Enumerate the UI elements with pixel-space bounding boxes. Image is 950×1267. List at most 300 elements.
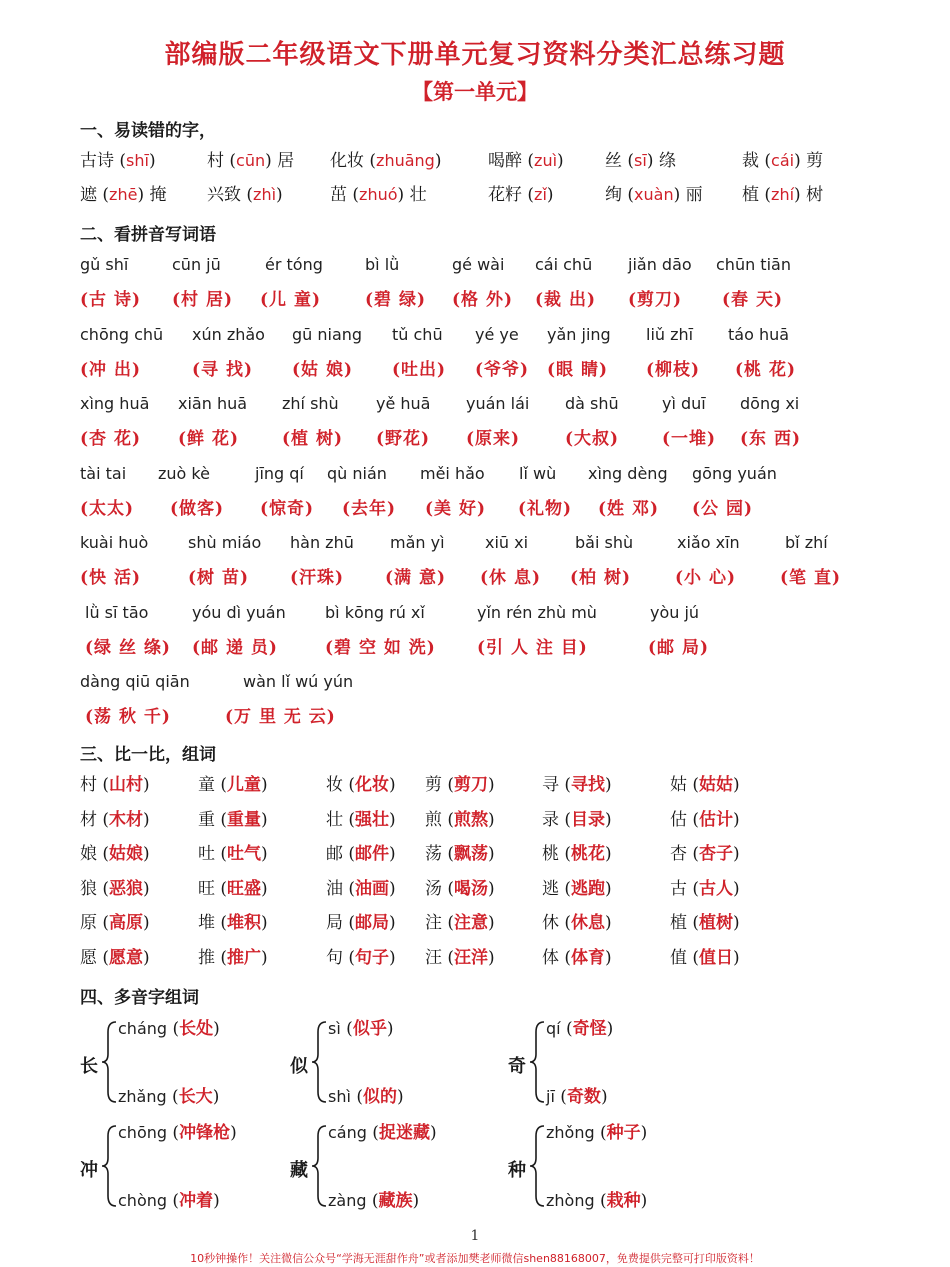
formed-word: 句子 xyxy=(355,947,390,968)
page-number: 1 xyxy=(470,1228,480,1244)
formed-word: 剪刀 xyxy=(454,775,489,795)
answer-word: (引 人 注 目) xyxy=(477,637,588,658)
paren-open: ( xyxy=(167,1191,180,1211)
base-char: 重 xyxy=(198,809,215,830)
compare-pair xyxy=(425,874,495,904)
paren-open: ( xyxy=(97,185,110,205)
pinyin-prompt: bǎi shù xyxy=(575,533,634,552)
paren-close: ) xyxy=(261,775,268,795)
base-char: 原 xyxy=(80,913,97,933)
compare-row xyxy=(80,908,870,938)
answer-word: (美 好) xyxy=(425,498,487,519)
formed-word: 旺盛 xyxy=(227,878,262,899)
word-text: 喝醉 xyxy=(488,151,522,171)
formed-word: 儿童 xyxy=(227,775,262,795)
paren-close: ) xyxy=(265,151,278,171)
compare-pair xyxy=(425,943,495,973)
pinyin-prompt: xiǎo xīn xyxy=(677,533,740,552)
word-with-pinyin xyxy=(605,180,703,210)
paren-open: ( xyxy=(759,151,772,171)
pinyin-row xyxy=(80,389,870,419)
paren-close: ) xyxy=(605,844,612,864)
answer-word: (儿 童) xyxy=(260,290,322,310)
compare-pair xyxy=(326,908,396,938)
compare-pair xyxy=(326,839,396,869)
word-with-pinyin xyxy=(80,146,156,176)
formed-word: 值日 xyxy=(699,947,734,968)
pinyin-row xyxy=(80,667,870,697)
pinyin-prompt: tǔ chū xyxy=(392,324,443,344)
paren-close: ) xyxy=(434,151,442,171)
base-char: 姑 xyxy=(670,775,687,795)
base-char: 村 xyxy=(80,775,97,795)
polyphonic-group xyxy=(80,1118,290,1228)
paren-open: ( xyxy=(442,775,455,795)
curly-brace-icon xyxy=(528,1118,546,1214)
reading xyxy=(546,1118,647,1143)
pinyin-prompt: dàng qiū qiān xyxy=(80,672,190,691)
compare-pair xyxy=(198,770,268,800)
base-char: 娘 xyxy=(80,844,97,864)
pinyin-row xyxy=(80,320,870,350)
reading-word: 长大 xyxy=(178,1087,213,1107)
reading-pinyin: shì xyxy=(328,1087,351,1106)
base-char: 值 xyxy=(670,947,687,968)
reading-word: 冲着 xyxy=(179,1191,214,1211)
answer-word: (爷爷) xyxy=(475,359,530,380)
word-text: 花籽 xyxy=(488,185,522,205)
pinyin-prompt: lǜ sī tāo xyxy=(85,602,149,622)
word-text: 剪 xyxy=(806,151,824,171)
answer-word: (惊奇) xyxy=(260,498,315,519)
answer-word: (鲜 花) xyxy=(178,429,240,449)
reading-word: 奇数 xyxy=(566,1087,601,1107)
word-with-pinyin xyxy=(330,180,427,210)
paren-close: ) xyxy=(794,151,807,171)
pinyin-prompt: kuài huò xyxy=(80,533,149,552)
formed-word: 愿意 xyxy=(109,947,144,968)
pinyin-prompt: zhí shù xyxy=(282,394,339,413)
pinyin-prompt: hàn zhū xyxy=(290,533,354,552)
pinyin-prompt: qù nián xyxy=(327,463,387,483)
paren-close: ) xyxy=(733,947,740,968)
paren-open: ( xyxy=(97,913,110,933)
paren-open: ( xyxy=(166,1087,179,1107)
paren-open: ( xyxy=(215,913,228,933)
paren-open: ( xyxy=(97,775,110,795)
answer-word: (村 居) xyxy=(172,290,234,310)
pinyin-prompt: wàn lǐ wú yún xyxy=(243,672,354,691)
paren-close: ) xyxy=(143,775,150,795)
word-text: 古诗 xyxy=(80,151,114,171)
formed-word: 桃花 xyxy=(571,844,606,864)
paren-close: ) xyxy=(600,1087,608,1107)
answer-word: (冲 出) xyxy=(80,359,142,380)
pinyin-row xyxy=(80,528,870,558)
answer-row xyxy=(80,424,870,454)
answer-word: (裁 出) xyxy=(535,290,597,310)
polyphonic-char: 种 xyxy=(508,1160,526,1181)
base-char: 壮 xyxy=(326,809,343,830)
polyphonic-char: 长 xyxy=(80,1056,98,1077)
answer-word: (柏 树) xyxy=(570,568,632,588)
pinyin-prompt: gū niang xyxy=(292,324,363,344)
pinyin-prompt: měi hǎo xyxy=(420,463,485,483)
paren-close: ) xyxy=(488,775,495,795)
document-title: 部编版二年级语文下册单元复习资料分类汇总练习题 xyxy=(164,40,786,70)
polyphonic-group xyxy=(290,1014,500,1124)
paren-close: ) xyxy=(389,844,396,864)
paren-open: ( xyxy=(343,844,356,864)
pinyin-text: zǐ xyxy=(534,185,547,204)
paren-close: ) xyxy=(389,947,396,968)
answer-word: (原来) xyxy=(466,429,521,449)
paren-close: ) xyxy=(261,947,268,968)
pinyin-prompt: gǔ shī xyxy=(80,255,129,274)
pinyin-prompt: táo huā xyxy=(728,324,790,344)
reading-word: 栽种 xyxy=(606,1191,641,1211)
compare-pair xyxy=(670,770,740,800)
paren-close: ) xyxy=(143,844,150,864)
base-char: 妆 xyxy=(326,775,343,795)
answer-word: (桃 花) xyxy=(735,359,797,380)
base-char: 邮 xyxy=(326,844,343,864)
word-text: 化妆 xyxy=(330,151,364,171)
easy-misread-row xyxy=(80,146,870,176)
reading-pinyin: chòng xyxy=(118,1191,168,1210)
paren-open: ( xyxy=(224,151,237,171)
compare-pair xyxy=(80,874,150,904)
easy-misread-row xyxy=(80,180,870,210)
reading xyxy=(118,1014,220,1039)
word-text: 树 xyxy=(806,185,824,205)
pinyin-prompt: mǎn yì xyxy=(390,533,445,552)
formed-word: 姑姑 xyxy=(699,775,734,795)
word-text: 丽 xyxy=(685,185,703,205)
pinyin-prompt: bì kōng rú xǐ xyxy=(325,602,425,622)
reading xyxy=(328,1014,393,1039)
paren-open: ( xyxy=(559,809,572,830)
answer-word: (姑 娘) xyxy=(292,359,354,380)
compare-pair xyxy=(542,908,612,938)
paren-close: ) xyxy=(488,809,495,830)
reading-pinyin: sì xyxy=(328,1019,341,1038)
formed-word: 植树 xyxy=(699,913,734,933)
answer-word: (东 西) xyxy=(740,429,802,449)
reading xyxy=(328,1082,404,1107)
compare-pair xyxy=(198,908,268,938)
paren-close: ) xyxy=(412,1191,420,1211)
base-char: 汤 xyxy=(425,878,442,899)
formed-word: 高原 xyxy=(109,913,144,933)
pinyin-prompt: dà shū xyxy=(565,394,619,413)
compare-pair xyxy=(326,874,396,904)
paren-close: ) xyxy=(261,878,268,899)
pinyin-prompt: jīng qí xyxy=(255,463,304,483)
compare-pair xyxy=(80,805,150,835)
base-char: 童 xyxy=(198,775,215,795)
word-with-pinyin xyxy=(488,146,564,176)
answer-word: (礼物) xyxy=(518,498,573,519)
paren-close: ) xyxy=(488,878,495,899)
paren-open: ( xyxy=(114,151,127,171)
reading-pinyin: zàng xyxy=(328,1191,367,1210)
paren-open: ( xyxy=(559,775,572,795)
reading-pinyin: jī xyxy=(546,1087,555,1106)
answer-word: (休 息) xyxy=(480,568,542,588)
base-char: 杏 xyxy=(670,844,687,864)
compare-pair xyxy=(425,770,495,800)
formed-word: 杏子 xyxy=(699,844,734,864)
pinyin-prompt: bǐ zhí xyxy=(785,533,828,552)
answer-row xyxy=(80,494,870,524)
answer-word: (寻 找) xyxy=(192,359,254,380)
formed-word: 喝汤 xyxy=(454,878,489,899)
answer-word: (姓 邓) xyxy=(598,498,660,519)
paren-close: ) xyxy=(606,1019,614,1039)
compare-pair xyxy=(670,805,740,835)
formed-word: 强壮 xyxy=(355,809,390,830)
polyphonic-char: 藏 xyxy=(290,1160,308,1181)
paren-open: ( xyxy=(559,878,572,899)
paren-open: ( xyxy=(622,151,635,171)
answer-word: (万 里 无 云) xyxy=(225,707,336,727)
word-text: 绦 xyxy=(658,151,676,171)
pinyin-prompt: cūn jū xyxy=(172,255,221,274)
formed-word: 木材 xyxy=(109,809,144,830)
compare-pair xyxy=(542,874,612,904)
paren-close: ) xyxy=(396,1087,404,1107)
answer-word: (眼 睛) xyxy=(547,359,609,380)
paren-open: ( xyxy=(442,809,455,830)
answer-word: (太太) xyxy=(80,498,135,519)
reading-word: 冲锋枪 xyxy=(179,1123,231,1143)
pinyin-prompt: xìng dèng xyxy=(588,463,668,483)
compare-pair xyxy=(326,770,396,800)
paren-close: ) xyxy=(143,947,150,968)
paren-open: ( xyxy=(687,809,700,830)
pinyin-prompt: dōng xi xyxy=(740,394,800,413)
answer-word: (快 活) xyxy=(80,568,142,588)
formed-word: 堆积 xyxy=(227,913,262,933)
paren-close: ) xyxy=(389,878,396,899)
base-char: 逃 xyxy=(542,878,559,899)
paren-open: ( xyxy=(347,185,360,205)
answer-word: (碧 空 如 洗) xyxy=(325,637,436,658)
base-char: 植 xyxy=(670,913,687,933)
reading-pinyin: qí xyxy=(546,1019,561,1038)
formed-word: 推广 xyxy=(227,947,262,968)
formed-word: 目录 xyxy=(571,809,606,830)
paren-open: ( xyxy=(350,1087,363,1107)
answer-word: (古 诗) xyxy=(80,290,142,310)
paren-close: ) xyxy=(733,844,740,864)
paren-open: ( xyxy=(343,878,356,899)
base-char: 休 xyxy=(542,913,559,933)
paren-close: ) xyxy=(261,809,268,830)
paren-close: ) xyxy=(386,1019,394,1039)
base-char: 推 xyxy=(198,947,215,968)
paren-open: ( xyxy=(215,775,228,795)
paren-close: ) xyxy=(143,809,150,830)
answer-word: (邮 递 员) xyxy=(192,637,278,658)
answer-word: (碧 绿) xyxy=(365,290,427,310)
base-char: 体 xyxy=(542,947,559,968)
curly-brace-icon xyxy=(528,1014,546,1110)
pinyin-text: zhí xyxy=(771,185,795,204)
compare-pair xyxy=(425,839,495,869)
answer-word: (吐出) xyxy=(392,359,447,380)
formed-word: 邮件 xyxy=(355,844,390,864)
paren-close: ) xyxy=(733,913,740,933)
word-with-pinyin xyxy=(207,146,294,176)
paren-close: ) xyxy=(733,809,740,830)
paren-close: ) xyxy=(261,844,268,864)
curly-brace-icon xyxy=(100,1014,118,1110)
reading-word: 奇怪 xyxy=(572,1019,607,1039)
paren-close: ) xyxy=(557,151,564,171)
section-2-heading: 二、看拼音写词语 xyxy=(80,225,216,245)
compare-pair xyxy=(198,805,268,835)
pinyin-prompt: cái chū xyxy=(535,255,593,274)
paren-open: ( xyxy=(687,775,700,795)
answer-word: (杏 花) xyxy=(80,429,142,449)
paren-open: ( xyxy=(687,947,700,968)
polyphonic-char: 冲 xyxy=(80,1160,98,1181)
paren-open: ( xyxy=(522,185,535,205)
paren-open: ( xyxy=(215,947,228,968)
polyphonic-group xyxy=(508,1118,718,1228)
compare-pair xyxy=(326,805,396,835)
paren-close: ) xyxy=(640,1123,648,1143)
word-text: 绚 xyxy=(605,185,622,205)
answer-row xyxy=(80,633,870,663)
paren-close: ) xyxy=(213,1191,220,1211)
base-char: 局 xyxy=(326,913,343,933)
compare-pair xyxy=(80,943,150,973)
reading-pinyin: zhòng xyxy=(546,1191,595,1210)
reading-word: 藏族 xyxy=(378,1191,413,1211)
pinyin-prompt: xún zhǎo xyxy=(192,324,265,344)
paren-close: ) xyxy=(143,913,150,933)
answer-word: (汗珠) xyxy=(290,568,345,588)
base-char: 古 xyxy=(670,878,687,899)
pinyin-prompt: xiū xi xyxy=(485,533,529,552)
polyphonic-char: 奇 xyxy=(508,1056,526,1077)
base-char: 吐 xyxy=(198,844,215,864)
paren-open: ( xyxy=(97,947,110,968)
formed-word: 恶狼 xyxy=(109,878,144,899)
unit-subtitle: 【第一单元】 xyxy=(412,79,538,104)
reading-pinyin: cháng xyxy=(118,1019,168,1038)
paren-close: ) xyxy=(213,1019,220,1039)
compare-pair xyxy=(670,943,740,973)
formed-word: 油画 xyxy=(355,878,390,899)
reading xyxy=(546,1186,647,1211)
paren-open: ( xyxy=(522,151,535,171)
pinyin-prompt: zuò kè xyxy=(158,463,210,483)
pinyin-text: zhuó xyxy=(359,185,398,204)
base-char: 堆 xyxy=(198,913,215,933)
paren-open: ( xyxy=(442,844,455,864)
formed-word: 吐气 xyxy=(227,844,262,864)
paren-open: ( xyxy=(687,913,700,933)
paren-close: ) xyxy=(488,844,495,864)
formed-word: 煎熬 xyxy=(454,809,489,830)
paren-open: ( xyxy=(559,947,572,968)
base-char: 狼 xyxy=(80,878,97,899)
reading-word: 似的 xyxy=(362,1087,397,1107)
compare-pair xyxy=(542,770,612,800)
answer-word: (满 意) xyxy=(385,568,447,588)
word-with-pinyin xyxy=(207,180,283,210)
pinyin-text: shī xyxy=(126,151,149,170)
base-char: 油 xyxy=(326,878,343,899)
answer-row xyxy=(80,355,870,385)
word-with-pinyin xyxy=(488,180,554,210)
compare-pair xyxy=(425,805,495,835)
answer-word: (树 苗) xyxy=(188,568,250,588)
reading xyxy=(118,1118,237,1143)
formed-word: 汪洋 xyxy=(454,947,489,968)
formed-word: 古人 xyxy=(699,878,734,899)
compare-pair xyxy=(542,839,612,869)
pinyin-prompt: lǐ wù xyxy=(519,463,557,483)
section-1-heading: 一、易读错的字， xyxy=(80,121,216,141)
base-char: 寻 xyxy=(542,775,559,795)
pinyin-row xyxy=(80,459,870,489)
pinyin-prompt: bì lǜ xyxy=(365,255,400,274)
base-char: 煎 xyxy=(425,809,442,830)
pinyin-prompt: liǔ zhī xyxy=(646,324,694,344)
paren-open: ( xyxy=(687,878,700,899)
paren-close: ) xyxy=(733,878,740,899)
base-char: 汪 xyxy=(425,947,442,968)
base-char: 剪 xyxy=(425,775,442,795)
formed-word: 体育 xyxy=(571,947,606,968)
polyphonic-group xyxy=(290,1118,500,1228)
compare-pair xyxy=(425,908,495,938)
pinyin-text: zhuāng xyxy=(376,151,435,170)
answer-word: (格 外) xyxy=(452,290,514,310)
formed-word: 逃跑 xyxy=(571,878,606,899)
section-3-heading: 三、比一比，组词 xyxy=(80,745,216,765)
paren-open: ( xyxy=(241,185,254,205)
answer-row xyxy=(80,563,870,593)
reading-pinyin: zhǎng xyxy=(118,1087,167,1106)
compare-pair xyxy=(542,943,612,973)
paren-close: ) xyxy=(546,185,554,205)
reading xyxy=(328,1118,437,1143)
answer-word: (春 天) xyxy=(722,290,784,310)
paren-close: ) xyxy=(389,809,396,830)
pinyin-prompt: yòu jú xyxy=(650,602,700,622)
pinyin-prompt: ér tóng xyxy=(265,255,323,274)
word-text: 壮 xyxy=(409,185,427,205)
base-char: 材 xyxy=(80,809,97,830)
compare-pair xyxy=(198,874,268,904)
compare-row xyxy=(80,770,870,800)
pinyin-prompt: yǎn jing xyxy=(547,324,611,344)
paren-close: ) xyxy=(148,151,156,171)
paren-close: ) xyxy=(733,775,740,795)
pinyin-prompt: yì duī xyxy=(662,394,706,413)
reading xyxy=(118,1082,219,1107)
pinyin-prompt: shù miáo xyxy=(188,533,262,552)
paren-close: ) xyxy=(605,947,612,968)
reading xyxy=(546,1014,613,1039)
compare-pair xyxy=(670,874,740,904)
